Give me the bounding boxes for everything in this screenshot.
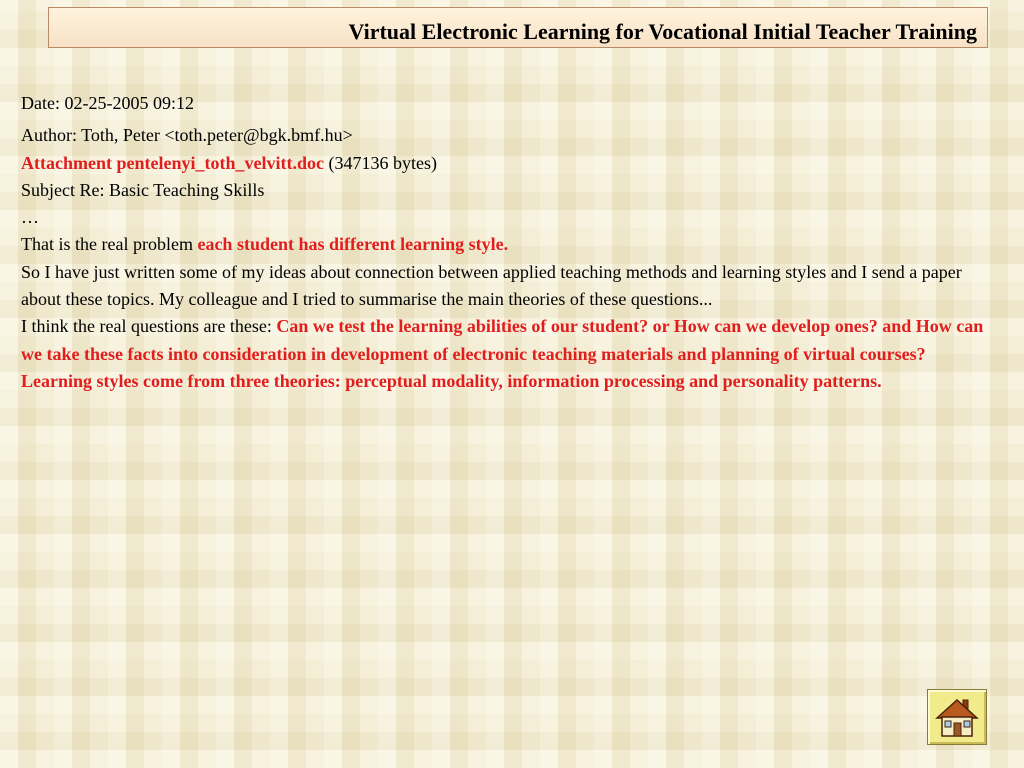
problem-emphasis: each student has different learning style. [197,234,509,255]
problem-paragraph [21,231,993,258]
page-title: Virtual Electronic Learning for Vocational Initial Teacher Training [348,19,977,44]
ideas-paragraph: So I have just written some of my ideas about connection between applied teaching methods and learning styles and I send a paper about these topics. My colleague and I tried to summarise the main theories of these questions... [21,261,962,310]
title-banner [48,7,988,48]
message-body [21,90,993,395]
problem-text: That is the real problem [21,234,198,255]
theories-paragraph: Learning styles come from three theories: perceptual modality, information processing and personality patterns. [21,370,882,391]
attachment-link[interactable]: Attachment pentelenyi_toth_velvitt.doc [21,152,324,173]
questions-paragraph [21,313,993,368]
message-date: Date: 02-25-2005 09:12 [21,93,194,113]
questions-emphasis: Can we test the learning abilities of our student? or How can we develop ones? and How can we take these facts into consideration in development of electronic teaching materials and planning of virtual courses? [21,316,984,364]
home-button[interactable] [927,689,987,745]
message-subject: Subject Re: Basic Teaching Skills [21,179,265,200]
house-icon [933,694,981,740]
attachment-size: (347136 bytes) [323,152,437,173]
message-attachment [21,150,993,177]
message-ellipsis: … [21,207,39,228]
message-author: Author: Toth, Peter <toth.peter@bgk.bmf.hu> [21,125,353,146]
questions-text: I think the real questions are these: [21,316,277,337]
